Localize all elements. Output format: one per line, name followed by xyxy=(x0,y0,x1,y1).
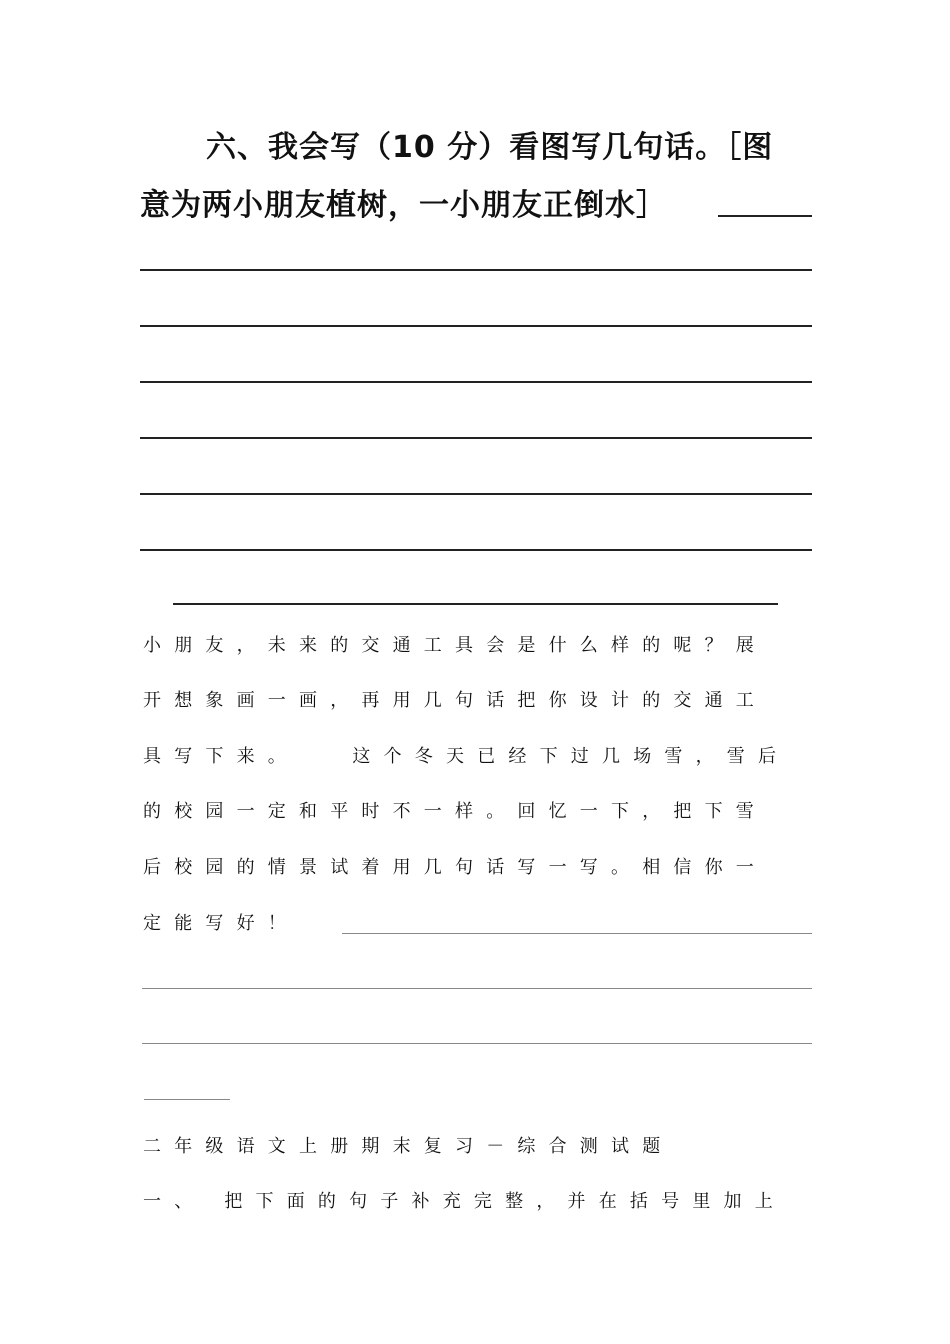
answer-line-thin xyxy=(142,1043,812,1044)
answer-line xyxy=(140,493,812,495)
answer-line-short xyxy=(173,603,778,605)
review-item-1: 一、 把下面的句子补充完整，并在括号里加上 xyxy=(143,1191,786,1212)
answer-line-thin-short xyxy=(144,1099,230,1100)
section-six-heading-line-1: 六、我会写（10 分）看图写几句话。［图 xyxy=(206,130,774,165)
composition-text-line: 的校园一定和平时不一样。回忆一下，把下雪 xyxy=(143,801,767,822)
review-test-title: 二年级语文上册期末复习－综合测试题 xyxy=(143,1136,674,1157)
composition-text-line: 开想象画一画，再用几句话把你设计的交通工 xyxy=(143,690,767,711)
answer-line xyxy=(140,549,812,551)
answer-line xyxy=(140,381,812,383)
section-six-heading-line-2: 意为两小朋友植树，一小朋友正倒水］ xyxy=(140,188,667,223)
answer-line-thin xyxy=(142,988,812,989)
answer-line xyxy=(140,269,812,271)
composition-text-line: 定能写好！ xyxy=(143,913,299,934)
answer-line xyxy=(140,325,812,327)
answer-line-thin xyxy=(342,933,812,934)
answer-line xyxy=(140,437,812,439)
answer-line-trailing xyxy=(718,215,812,217)
composition-text-line: 具写下来。 这个冬天已经下过几场雪，雪后 xyxy=(143,746,790,767)
composition-text-line: 后校园的情景试着用几句话写一写。相信你一 xyxy=(143,857,767,878)
composition-text-line: 小朋友，未来的交通工具会是什么样的呢？展 xyxy=(143,635,767,656)
